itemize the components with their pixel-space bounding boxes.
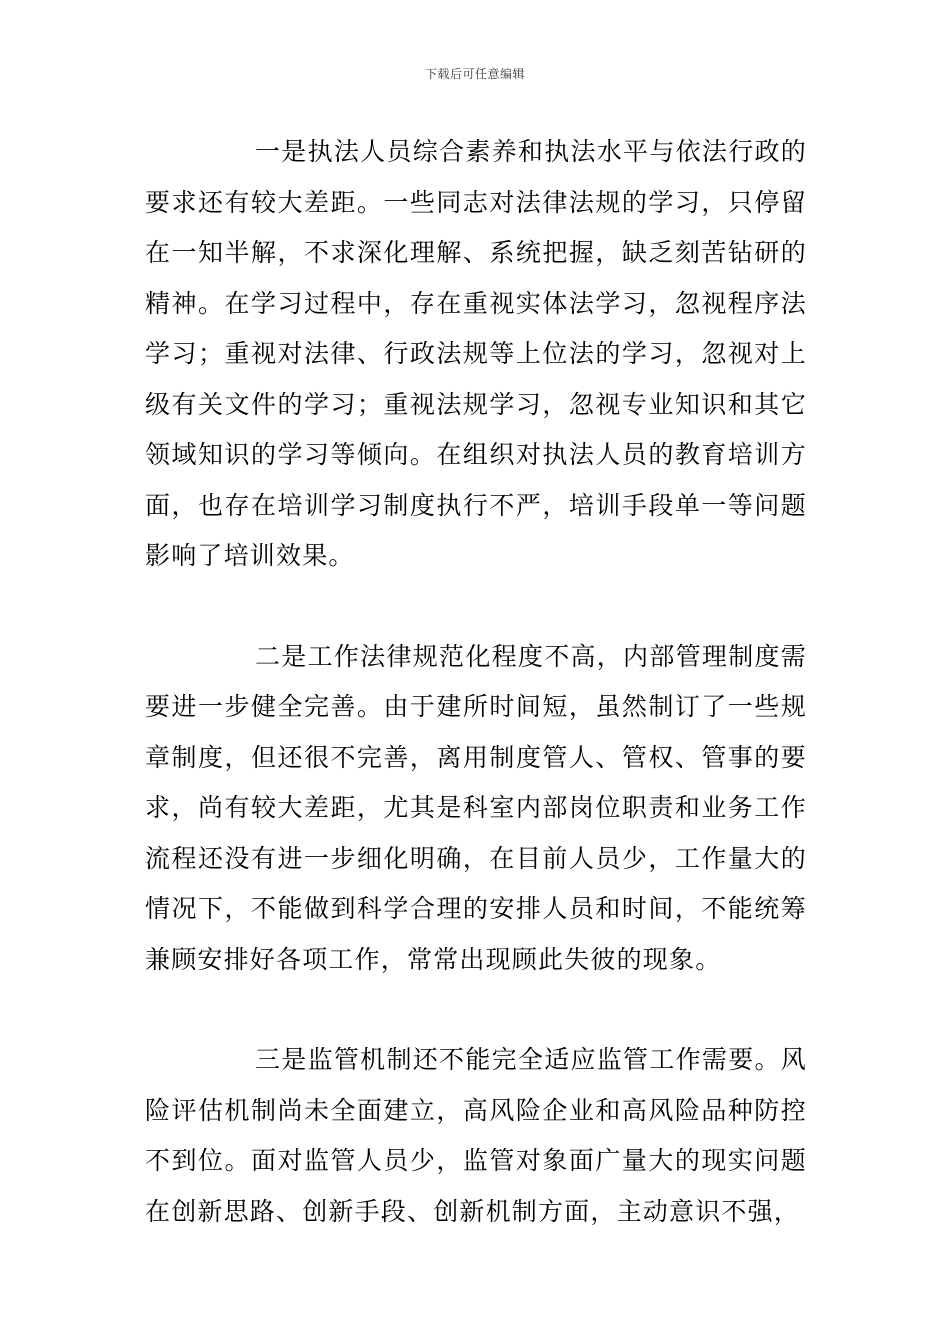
paragraph-3: 三是监管机制还不能完全适应监管工作需要。风险评估机制尚未全面建立，高风险企业和高风险品种防控不到位。面对监管人员少，监管对象面广量大的现实问题在创新思路、创新手段、创新机制方面，主动意识不强， <box>145 1045 807 1226</box>
paragraph-1: 一是执法人员综合素养和执法水平与依法行政的要求还有较大差距。一些同志对法律法规的学习，只停留在一知半解，不求深化理解、系统把握，缺乏刻苦钻研的精神。在学习过程中，存在重视实体法学习，忽视程序法学习；重视对法律、行政法规等上位法的学习，忽视对上级有关文件的学习；重视法规学习，忽视专业知识和其它领域知识的学习等倾向。在组织对执法人员的教育培训方面，也存在培训学习制度执行不严，培训手段单一等问题影响了培训效果。 <box>145 137 807 570</box>
header-note: 下载后可任意编辑 <box>424 67 525 81</box>
paragraph-2: 二是工作法律规范化程度不高，内部管理制度需要进一步健全完善。由于建所时间短，虽然制订了一些规章制度，但还很不完善，离用制度管人、管权、管事的要求，尚有较大差距，尤其是科室内部岗位职责和业务工作流程还没有进一步细化明确，在目前人员少，工作量大的情况下，不能做到科学合理的安排人员和时间，不能统筹兼顾安排好各项工作，常常出现顾此失彼的现象。 <box>145 641 807 974</box>
document-body <box>145 127 807 1237</box>
